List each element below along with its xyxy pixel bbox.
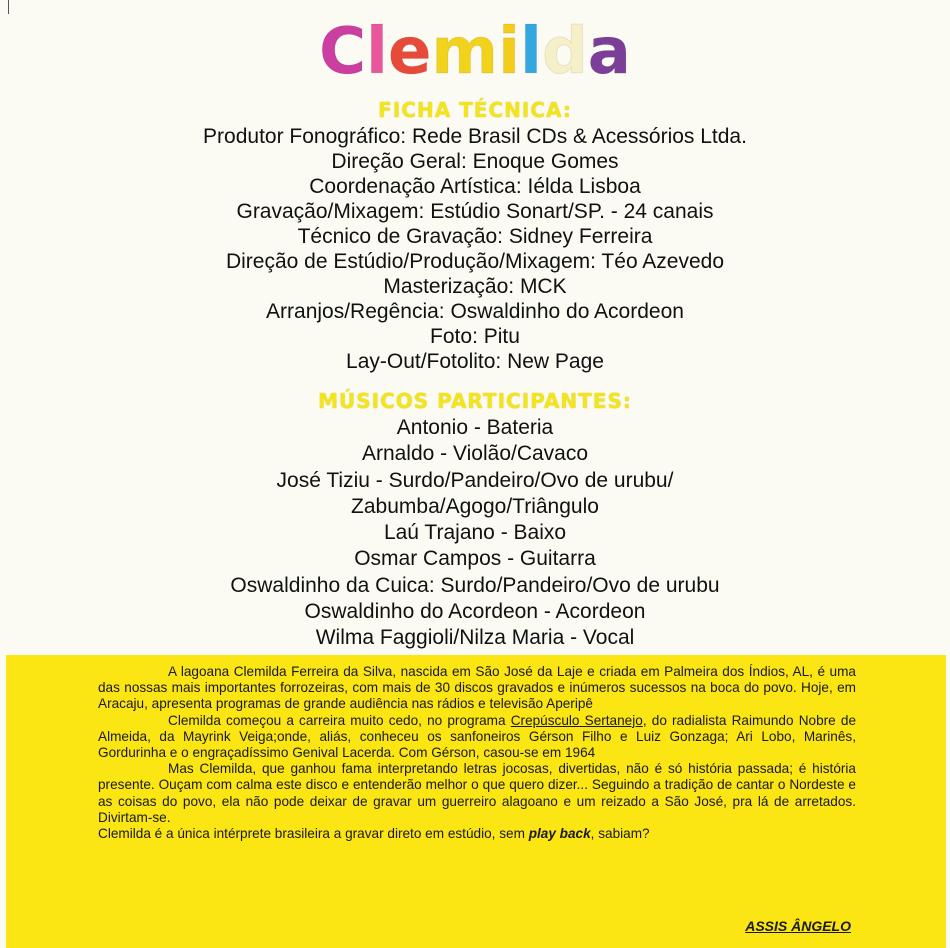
musician-line: Zabumba/Agogo/Triângulo bbox=[351, 494, 599, 518]
musician-line: Oswaldinho do Acordeon - Acordeon bbox=[304, 600, 646, 624]
credits-list bbox=[0, 124, 950, 374]
biography-panel bbox=[6, 655, 946, 948]
play-back-emphasis: play back bbox=[528, 826, 591, 842]
credit-line: Direção Geral: Enoque Gomes bbox=[331, 150, 619, 173]
bio-paragraph-2-end: , do radialista Raimundo Nobre de Almeida, da Mayrink Veiga;onde, aliás, conheceu os sanfoneiros Gérson Filho e Luiz Gonzaga; Ari Lobo, Marinês, Gordurinha e o engraçadíssimo Genival Lacerda. Com Gérson, casou-se em 1964 bbox=[98, 712, 857, 761]
musician-line: Antonio - Bateria bbox=[396, 416, 554, 439]
title-letter: m bbox=[431, 15, 499, 89]
signature: ASSIS ÂNGELO bbox=[745, 917, 851, 934]
credit-line: Produtor Fonográfico: Rede Brasil CDs & Acessórios Ltda. bbox=[203, 125, 747, 148]
credit-line: Coordenação Artística: Iélda Lisboa bbox=[309, 175, 641, 198]
title-logo bbox=[0, 12, 950, 92]
musician-line: Arnaldo - Violão/Cavaco bbox=[361, 442, 589, 466]
credit-line: Gravação/Mixagem: Estúdio Sonart/SP. - 24 canais bbox=[236, 200, 714, 223]
program-name-underlined: Crepúsculo Sertanejo bbox=[510, 712, 643, 728]
credit-line: Direção de Estúdio/Produção/Mixagem: Téo Azevedo bbox=[225, 250, 725, 273]
title-letter: C bbox=[319, 15, 367, 89]
title-letter: d bbox=[541, 15, 588, 89]
title-letter: a bbox=[587, 15, 631, 89]
credit-line: Masterização: MCK bbox=[383, 275, 567, 298]
bio-paragraph-4 bbox=[98, 826, 856, 842]
bio-paragraph-3: Mas Clemilda, que ganhou fama interpretando letras jocosas, divertidas, não é só história passada; é história presente. Ouçam com calma este disco e entenderão melhor o que quero dizer... Seguindo a tradição de cantar o Nordeste e as coisas do povo, ela não pode deixar de gravar um guerreiro alagoano e um reizado a São José, pra lá de arretados. Divirtam-se. bbox=[98, 761, 856, 825]
bio-paragraph-2 bbox=[98, 713, 856, 762]
title-letter: l bbox=[366, 15, 388, 89]
musician-line: Osmar Campos - Guitarra bbox=[354, 547, 596, 571]
title-letter: i bbox=[498, 15, 520, 89]
credit-line: Lay-Out/Fotolito: New Page bbox=[346, 350, 604, 373]
credit-line: Foto: Pitu bbox=[430, 325, 520, 348]
musicians-list bbox=[0, 415, 950, 652]
credit-line: Técnico de Gravação: Sidney Ferreira bbox=[297, 225, 653, 248]
title-letter: l bbox=[520, 15, 542, 89]
bio-paragraph-1: A lagoana Clemilda Ferreira da Silva, nascida em São José da Laje e criada em Palmeira dos Índios, AL, é uma das nossas mais importantes forrozeiras, com mais de 30 discos gravados e inúmeros sucessos na boca do povo. Hoje, em Aracaju, apresenta programas de grande audiência nas rádios e televisão Aperipê bbox=[98, 664, 856, 712]
musicos-heading: MÚSICOS PARTICIPANTES: bbox=[318, 389, 632, 413]
title-letter: e bbox=[387, 15, 432, 89]
bio-paragraph-4-start: Clemilda é a única intérprete brasileira a gravar direto em estúdio, sem bbox=[98, 826, 529, 842]
ficha-tecnica-heading: FICHA TÉCNICA: bbox=[378, 98, 572, 122]
musician-line: Wilma Faggioli/Nilza Maria - Vocal bbox=[315, 626, 635, 650]
musician-line: Laú Trajano - Baixo bbox=[383, 521, 567, 545]
musician-line: Oswaldinho da Cuica: Surdo/Pandeiro/Ovo de urubu bbox=[230, 573, 720, 597]
bio-paragraph-4-end: , sabiam? bbox=[590, 826, 650, 842]
bio-paragraph-2-start: Clemilda começou a carreira muito cedo, no programa bbox=[168, 712, 511, 728]
credit-line: Arranjos/Regência: Oswaldinho do Acordeon bbox=[266, 300, 684, 323]
musician-line: José Tiziu - Surdo/Pandeiro/Ovo de urubu/ bbox=[276, 468, 674, 492]
